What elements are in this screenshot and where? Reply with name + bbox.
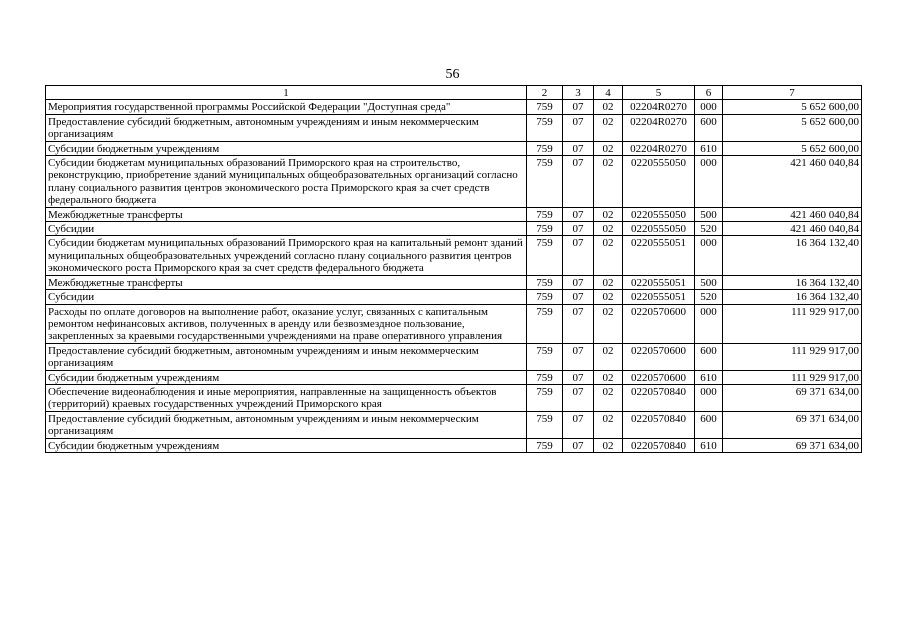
row-sum-cell: 5 652 600,00	[723, 114, 862, 141]
row-name-cell: Межбюджетные трансферты	[46, 275, 527, 289]
row-code-cell: 600	[695, 411, 723, 438]
row-code-cell: 0220555050	[623, 222, 695, 236]
row-code-cell: 02	[594, 236, 623, 275]
row-sum-cell: 5 652 600,00	[723, 141, 862, 155]
row-code-cell: 000	[695, 100, 723, 114]
table-row	[46, 438, 862, 452]
row-code-cell: 02	[594, 275, 623, 289]
row-code-cell: 759	[527, 370, 563, 384]
row-code-cell: 07	[563, 100, 594, 114]
row-code-cell: 02204R0270	[623, 114, 695, 141]
column-header: 6	[695, 86, 723, 100]
table-row	[46, 207, 862, 221]
row-code-cell: 759	[527, 304, 563, 343]
row-sum-cell: 421 460 040,84	[723, 222, 862, 236]
row-name-cell: Субсидии бюджетным учреждениям	[46, 438, 527, 452]
header-row	[46, 86, 862, 100]
table-row	[46, 222, 862, 236]
row-code-cell: 07	[563, 156, 594, 208]
row-code-cell: 02204R0270	[623, 100, 695, 114]
row-code-cell: 02	[594, 438, 623, 452]
table-row	[46, 156, 862, 208]
row-code-cell: 0220570600	[623, 370, 695, 384]
row-code-cell: 07	[563, 438, 594, 452]
row-code-cell: 0220570600	[623, 343, 695, 370]
row-code-cell: 520	[695, 290, 723, 304]
row-code-cell: 02	[594, 304, 623, 343]
row-code-cell: 07	[563, 343, 594, 370]
row-code-cell: 520	[695, 222, 723, 236]
row-sum-cell: 111 929 917,00	[723, 304, 862, 343]
row-code-cell: 07	[563, 207, 594, 221]
table-row	[46, 370, 862, 384]
row-sum-cell: 111 929 917,00	[723, 343, 862, 370]
row-code-cell: 02	[594, 290, 623, 304]
table-row	[46, 304, 862, 343]
row-sum-cell: 5 652 600,00	[723, 100, 862, 114]
row-code-cell: 759	[527, 275, 563, 289]
row-code-cell: 000	[695, 156, 723, 208]
row-code-cell: 000	[695, 384, 723, 411]
row-sum-cell: 16 364 132,40	[723, 275, 862, 289]
row-code-cell: 759	[527, 411, 563, 438]
row-code-cell: 0220555051	[623, 236, 695, 275]
row-code-cell: 759	[527, 343, 563, 370]
row-code-cell: 0220555050	[623, 156, 695, 208]
column-header: 2	[527, 86, 563, 100]
table-row	[46, 100, 862, 114]
table-row	[46, 275, 862, 289]
row-code-cell: 600	[695, 114, 723, 141]
table-row	[46, 411, 862, 438]
row-code-cell: 759	[527, 438, 563, 452]
row-code-cell: 000	[695, 304, 723, 343]
row-code-cell: 759	[527, 222, 563, 236]
table-row	[46, 114, 862, 141]
row-sum-cell: 111 929 917,00	[723, 370, 862, 384]
row-sum-cell: 16 364 132,40	[723, 290, 862, 304]
row-code-cell: 07	[563, 114, 594, 141]
row-code-cell: 07	[563, 236, 594, 275]
row-sum-cell: 16 364 132,40	[723, 236, 862, 275]
row-sum-cell: 421 460 040,84	[723, 156, 862, 208]
row-code-cell: 0220570840	[623, 384, 695, 411]
row-code-cell: 07	[563, 384, 594, 411]
row-code-cell: 07	[563, 370, 594, 384]
row-code-cell: 000	[695, 236, 723, 275]
row-code-cell: 07	[563, 141, 594, 155]
page-number: 56	[445, 67, 460, 82]
row-sum-cell: 69 371 634,00	[723, 384, 862, 411]
row-code-cell: 02	[594, 384, 623, 411]
row-code-cell: 759	[527, 236, 563, 275]
column-header: 7	[723, 86, 862, 100]
row-name-cell: Межбюджетные трансферты	[46, 207, 527, 221]
row-code-cell: 07	[563, 275, 594, 289]
row-code-cell: 02	[594, 222, 623, 236]
row-code-cell: 500	[695, 207, 723, 221]
column-header: 5	[623, 86, 695, 100]
row-name-cell: Субсидии бюджетам муниципальных образований Приморского края на строительство, реконструкцию, приобретение зданий муниципальных общеобразовательных организаций согласно плану социального развития центров экономического роста Приморского края за счет средств федерального бюджета	[46, 156, 527, 208]
row-code-cell: 0220555051	[623, 275, 695, 289]
row-name-cell: Обеспечение видеонаблюдения и иные мероприятия, направленные на защищенность объектов (территорий) краевых государственных учреждений Приморского края	[46, 384, 527, 411]
row-code-cell: 610	[695, 141, 723, 155]
row-sum-cell: 69 371 634,00	[723, 411, 862, 438]
row-sum-cell: 69 371 634,00	[723, 438, 862, 452]
row-name-cell: Субсидии бюджетным учреждениям	[46, 141, 527, 155]
row-code-cell: 600	[695, 343, 723, 370]
row-name-cell: Субсидии бюджетным учреждениям	[46, 370, 527, 384]
row-name-cell: Субсидии	[46, 222, 527, 236]
table-body	[46, 100, 862, 453]
row-name-cell: Субсидии	[46, 290, 527, 304]
budget-table	[45, 85, 862, 453]
row-code-cell: 07	[563, 222, 594, 236]
row-code-cell: 759	[527, 384, 563, 411]
column-header: 1	[46, 86, 527, 100]
row-code-cell: 759	[527, 100, 563, 114]
row-code-cell: 0220555051	[623, 290, 695, 304]
row-code-cell: 02	[594, 411, 623, 438]
row-code-cell: 02	[594, 370, 623, 384]
column-header: 4	[594, 86, 623, 100]
row-code-cell: 07	[563, 411, 594, 438]
row-code-cell: 0220570840	[623, 438, 695, 452]
row-code-cell: 07	[563, 304, 594, 343]
row-code-cell: 0220570600	[623, 304, 695, 343]
table-row	[46, 290, 862, 304]
table-row	[46, 343, 862, 370]
row-code-cell: 0220555050	[623, 207, 695, 221]
row-code-cell: 02	[594, 141, 623, 155]
row-code-cell: 07	[563, 290, 594, 304]
row-code-cell: 759	[527, 156, 563, 208]
row-code-cell: 02	[594, 156, 623, 208]
row-name-cell: Предоставление субсидий бюджетным, автономным учреждениям и иным некоммерческим организациям	[46, 411, 527, 438]
row-code-cell: 02	[594, 114, 623, 141]
row-code-cell: 610	[695, 370, 723, 384]
row-code-cell: 610	[695, 438, 723, 452]
row-code-cell: 02	[594, 207, 623, 221]
row-sum-cell: 421 460 040,84	[723, 207, 862, 221]
row-code-cell: 02	[594, 100, 623, 114]
row-name-cell: Предоставление субсидий бюджетным, автономным учреждениям и иным некоммерческим организациям	[46, 343, 527, 370]
row-code-cell: 759	[527, 290, 563, 304]
table-row	[46, 141, 862, 155]
row-code-cell: 0220570840	[623, 411, 695, 438]
row-code-cell: 02	[594, 343, 623, 370]
row-code-cell: 500	[695, 275, 723, 289]
column-header: 3	[563, 86, 594, 100]
row-name-cell: Субсидии бюджетам муниципальных образований Приморского края на капитальный ремонт зданий муниципальных общеобразовательных учреждений согласно плану социального развития центров экономического роста Приморского края за счет средств федерального бюджета	[46, 236, 527, 275]
table-row	[46, 236, 862, 275]
row-code-cell: 759	[527, 114, 563, 141]
table-row	[46, 384, 862, 411]
row-code-cell: 759	[527, 141, 563, 155]
row-code-cell: 759	[527, 207, 563, 221]
row-name-cell: Предоставление субсидий бюджетным, автономным учреждениям и иным некоммерческим организациям	[46, 114, 527, 141]
row-code-cell: 02204R0270	[623, 141, 695, 155]
row-name-cell: Расходы по оплате договоров на выполнение работ, оказание услуг, связанных с капитальным ремонтом нефинансовых активов, полученных в аренду или безвозмездное пользование, закрепленных за краевыми государственными учреждениями на праве оперативного управления	[46, 304, 527, 343]
row-name-cell: Мероприятия государственной программы Российской Федерации "Доступная среда"	[46, 100, 527, 114]
